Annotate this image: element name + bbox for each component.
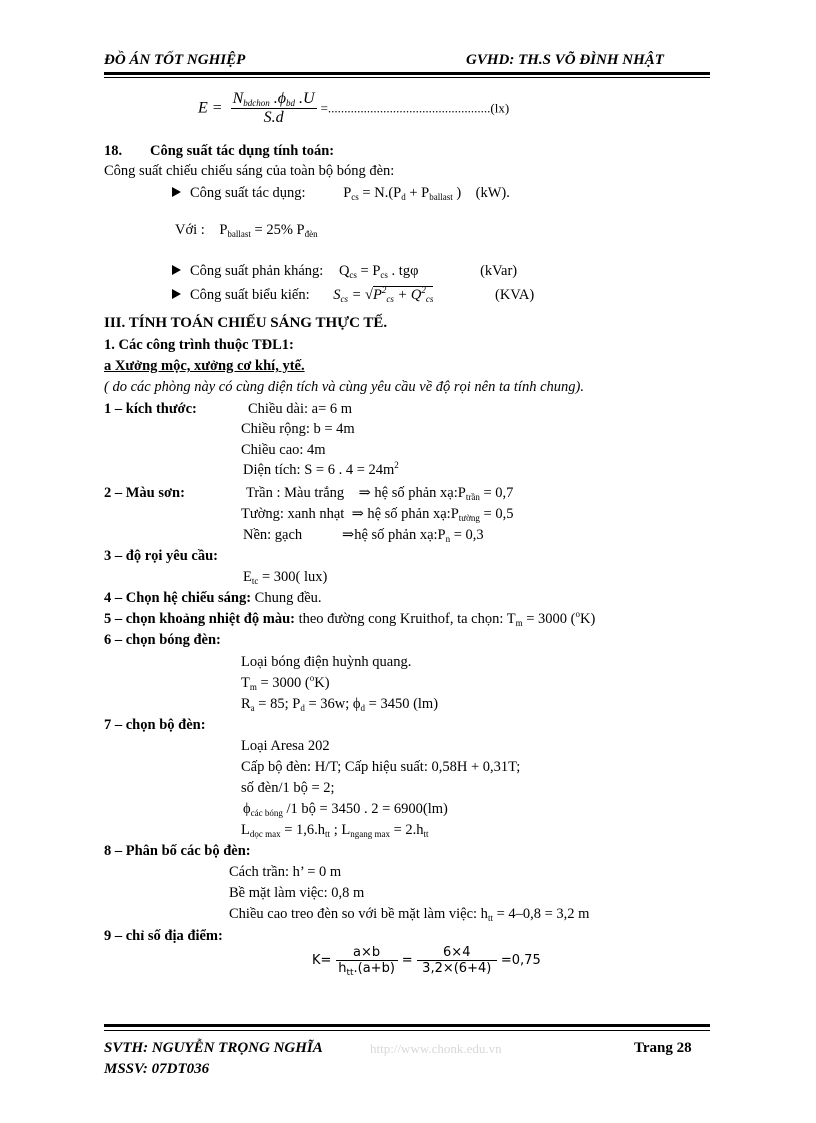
s6-line: Loại bóng điện huỳnh quang. — [241, 654, 412, 670]
footer-rule-thick — [104, 1024, 710, 1027]
s6-line: $T_m = 3000$ ($^o$K) — [241, 673, 330, 692]
s1-line: Chiều cao: 4m — [241, 442, 326, 458]
header-rule-thick — [104, 72, 710, 75]
s8-line: Bề mặt làm việc: 0,8 m — [229, 885, 365, 901]
sec18-number: 18. — [104, 143, 123, 159]
footer-page: Trang 28 — [634, 1040, 692, 1056]
s8-label: 8 – Phân bố các bộ đèn: — [104, 843, 251, 859]
footer-watermark: http://www.chonk.edu.vn — [370, 1041, 502, 1056]
s7-line: Loại Aresa 202 — [241, 738, 330, 754]
s7-label: 7 – chọn bộ đèn: — [104, 717, 206, 733]
sec3-note: ( do các phòng này có cùng diện tích và cùng yêu cầu về độ rọi nên ta tính chung). — [104, 379, 584, 395]
s4-line: 4 – Chọn hệ chiếu sáng: Chung đều. — [104, 590, 322, 606]
s7-line: Cấp bộ đèn: H/T; Cấp hiệu suất: 0,58H + 0,31T; — [241, 759, 521, 775]
sec3-sub1: 1. Các công trình thuộc TĐL1: — [104, 337, 294, 353]
s7-line: $L_{dọc max} = 1,6.h_{tt}$ ; $L_{ngang max} = 2.h_{tt}$ — [241, 822, 429, 839]
s3-line: $E_{tc} = 300$( lux) — [243, 569, 328, 586]
k-formula: K= $\frac{a\times b}{h_{tt}.(a+b)}$ = $\frac{6\times 4}{3,2\times(6+4)}$ =0,75 — [312, 945, 541, 978]
header-rule-thin — [104, 77, 710, 78]
arrow-bullet-icon — [172, 187, 181, 197]
header-right: GVHD: TH.S VÕ ĐÌNH NHẬT — [466, 52, 664, 68]
sec18-item-reactive: Công suất phản kháng: $Q_{cs} = P_{cs}$ . tgφ (kVar) — [172, 263, 517, 280]
header-left: ĐỒ ÁN TỐT NGHIỆP — [104, 52, 246, 68]
sec18-title: Công suất tác dụng tính toán: — [150, 143, 335, 159]
s3-label: 3 – độ rọi yêu cầu: — [104, 548, 218, 564]
s2-wall: Tường: xanh nhạt ⇒ hệ số phản $xạ:P_{tường} = 0,5$ — [241, 506, 514, 523]
s2-floor: Nền: gạch ⇒hệ số phản $xạ:P_n = 0,3$ — [243, 527, 484, 544]
formula-e: E = $\frac{N_{bdchon} .\phi_{bd} .U}{S.d}$ =..................................................(lx) — [198, 90, 510, 126]
s8-line: Cách trần: h’ = 0 m — [229, 864, 342, 880]
footer-student: SVTH: NGUYỄN TRỌNG NGHĨA — [104, 1040, 323, 1056]
arrow-bullet-icon — [172, 289, 181, 299]
s7-line: $\phi_{các bóng}$ /1 bộ = 3450 . 2 = 6900(lm) — [243, 801, 448, 818]
s6-label: 6 – chọn bóng đèn: — [104, 632, 221, 648]
sec18-item-apparent: Công suất biểu kiến: $S_{cs} = √P^2_{cs} + Q^2_{cs}$ (KVA) — [172, 287, 534, 304]
sec3-sub-a: a Xưởng mộc, xưởng cơ khí, ytế. — [104, 358, 305, 374]
s1-line: Chiều rộng: b = 4m — [241, 421, 355, 437]
arrow-bullet-icon — [172, 265, 181, 275]
s2-ceiling: Trần : Màu trắng ⇒ hệ số phản $xạ:P_{trần} = 0,7$ — [246, 485, 514, 502]
footer-rule-thin — [104, 1030, 710, 1031]
s2-label: 2 – Màu sơn: — [104, 485, 185, 501]
s7-line: số đèn/1 bộ = 2; — [241, 780, 335, 796]
s6-line: $R_a = 85$; $P_d = 36w$; $\phi_d = 3450$ (lm) — [241, 696, 439, 713]
s1-label: 1 – kích thước: — [104, 401, 197, 417]
s8-line: Chiều cao treo đèn so với bề mặt làm việc: $h_{tt} = 4-0,8 = 3,2$ m — [229, 906, 590, 923]
s5-line: 5 – chọn khoảng nhiệt độ màu: theo đường cong Kruithof, ta chọn: $T_m = 3000$ ($^o$K) — [104, 609, 596, 628]
s1-line: Chiều dài: a= 6 m — [248, 401, 353, 417]
sec18-with: Với : $P_{ballast} = 25\%$ $P_{đèn}$ — [175, 222, 318, 239]
sec18-intro: Công suất chiếu chiếu sáng của toàn bộ bóng đèn: — [104, 163, 395, 179]
s9-label: 9 – chỉ số địa điểm: — [104, 928, 223, 944]
footer-mssv: MSSV: 07DT036 — [104, 1061, 210, 1077]
sec3-title: III. TÍNH TOÁN CHIẾU SÁNG THỰC TẾ. — [104, 315, 388, 331]
s1-line-area: Diện tích: S = 6 . $4 = 24m^2$ — [243, 460, 399, 478]
sec18-item-active: Công suất tác dụng: $P_{cs} = N.(P_d + P_{ballast}$ ) (kW). — [172, 185, 510, 202]
